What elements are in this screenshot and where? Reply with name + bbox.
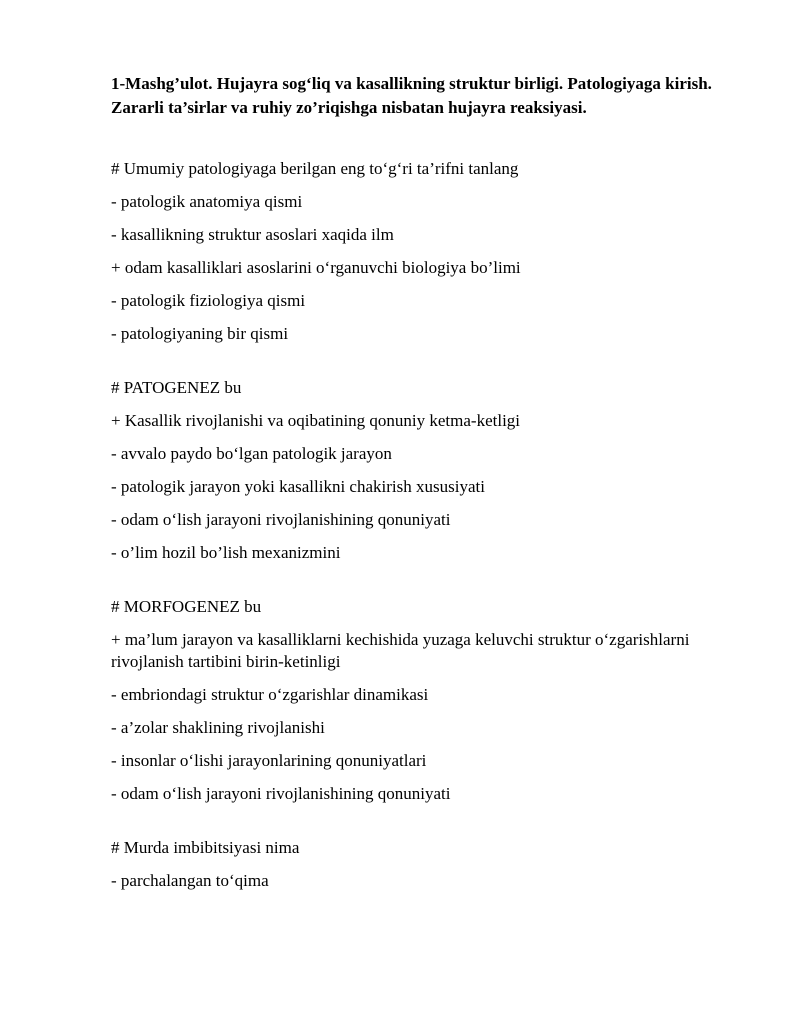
answer-option: - insonlar o‘lishi jarayonlarining qonuniyatlari <box>111 751 427 770</box>
answer-option: - avvalo paydo bo‘lgan patologik jarayon <box>111 444 392 463</box>
answer-option: - odam o‘lish jarayoni rivojlanishining qonuniyati <box>111 510 451 529</box>
question-text: # PATOGENEZ bu <box>111 378 242 397</box>
question-text: # MORFOGENEZ bu <box>111 597 262 616</box>
lesson-title: 1-Mashg’ulot. Hujayra sog‘liq va kasallikning struktur birligi. Patologiyaga kirish. Zararli ta’sirlar va ruhiy zo’riqishga nisbatan hujayra reaksiyasi. <box>111 74 712 117</box>
question-block-4 <box>111 837 741 892</box>
question-block-1 <box>111 158 741 345</box>
answer-option: - odam o‘lish jarayoni rivojlanishining qonuniyati <box>111 784 451 803</box>
question-text: # Umumiy patologiyaga berilgan eng to‘g‘ri ta’rifni tanlang <box>111 159 519 178</box>
answer-option: - a’zolar shaklining rivojlanishi <box>111 718 325 737</box>
answer-option-correct: + odam kasalliklari asoslarini o‘rganuvchi biologiya bo’limi <box>111 258 521 277</box>
answer-option: - patologik jarayon yoki kasallikni chakirish xususiyati <box>111 477 485 496</box>
answer-option: - embriondagi struktur o‘zgarishlar dinamikasi <box>111 685 429 704</box>
answer-option: - patologik fiziologiya qismi <box>111 291 306 310</box>
document-page <box>111 72 741 924</box>
answer-option: - parchalangan to‘qima <box>111 871 269 890</box>
answer-option: - patologiyaning bir qismi <box>111 324 289 343</box>
question-text: # Murda imbibitsiyasi nima <box>111 838 300 857</box>
answer-option: - o’lim hozil bo’lish mexanizmini <box>111 543 341 562</box>
answer-option-correct: + Kasallik rivojlanishi va oqibatining qonuniy ketma-ketligi <box>111 411 521 430</box>
answer-option: - kasallikning struktur asoslari xaqida ilm <box>111 225 394 244</box>
question-block-3 <box>111 596 741 805</box>
answer-option: - patologik anatomiya qismi <box>111 192 303 211</box>
answer-option-correct: + ma’lum jarayon va kasalliklarni kechishida yuzaga keluvchi struktur o‘zgarishlarni rivojlanish tartibini birin-ketinligi <box>111 630 690 671</box>
question-block-2 <box>111 377 741 564</box>
